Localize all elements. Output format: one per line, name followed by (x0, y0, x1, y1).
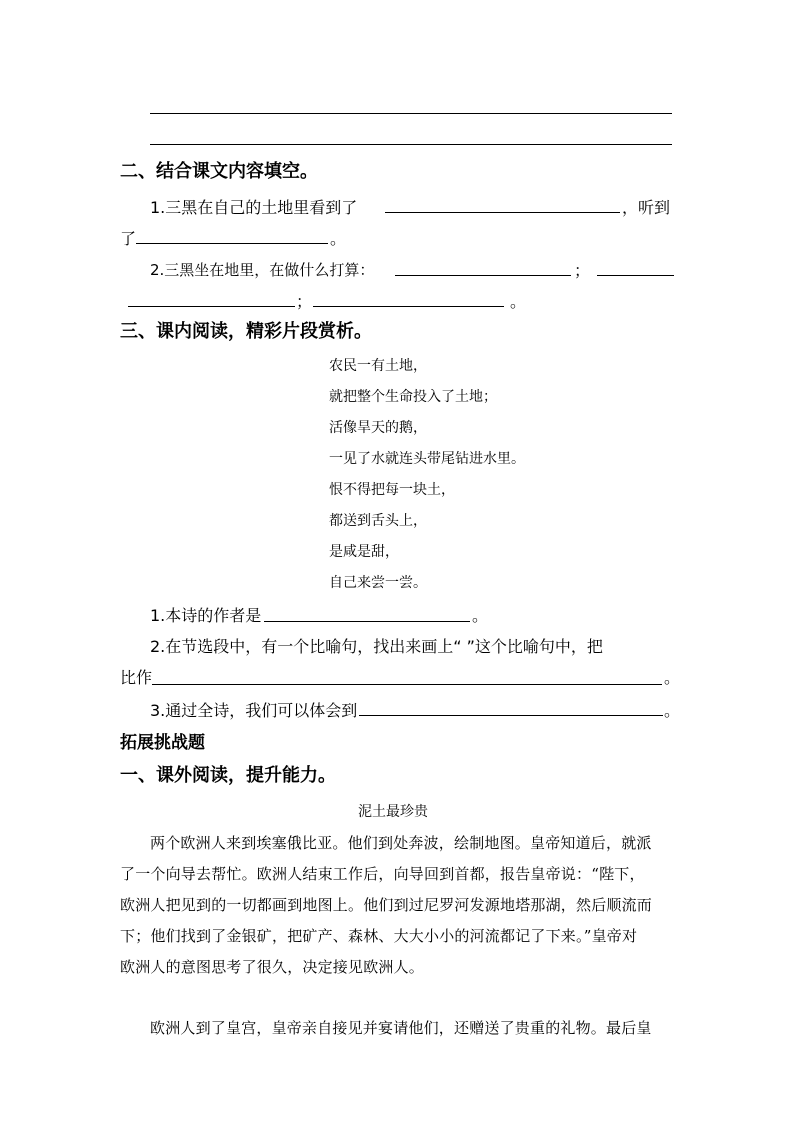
s2-q1-text-c: 了 (120, 229, 137, 248)
s2-q1-text-b: ，听到 (622, 198, 671, 217)
s2-q2-sep-2: ； (296, 292, 313, 311)
poem-line: 恨不得把每一块土， (329, 482, 455, 498)
story-line: 欧洲人到了皇宫，皇帝亲自接见并宴请他们，还赠送了贵重的礼物。最后皇 (150, 1019, 652, 1037)
section2-heading: 二、结合课文内容填空。 (120, 161, 318, 182)
s3-q2-blank[interactable] (152, 684, 662, 685)
poem-line: 自己来尝一尝。 (329, 575, 427, 591)
s2-q2-blank-1[interactable] (395, 275, 571, 276)
s3-q2-end: 。 (664, 668, 681, 687)
s2-q2-blank-3[interactable] (128, 306, 295, 307)
s3-q2-text: 2.在节选段中，有一个比喻句，找出来画上“ ”这个比喻句中，把 (150, 637, 603, 656)
s3-q3-end: 。 (664, 701, 681, 720)
poem-line: 活像旱天的鹅， (329, 420, 427, 436)
s2-q1-blank-2[interactable] (136, 243, 328, 244)
poem-line: 一见了水就连头带尾钻进水里。 (329, 451, 525, 467)
poem-line: 都送到舌头上， (329, 513, 427, 529)
story-line: 下；他们找到了金银矿，把矿产、森林、大大小小的河流都记了下来。”皇帝对 (120, 927, 638, 945)
s2-q1-text: 1.三黑在自己的土地里看到了 (150, 198, 358, 217)
poem-line: 农民一有土地， (329, 358, 427, 374)
section3-heading: 三、课内阅读，精彩片段赏析。 (120, 321, 372, 342)
s3-q3-blank[interactable] (359, 715, 663, 716)
s2-q1-end: 。 (330, 229, 347, 248)
s3-q1-end: 。 (472, 606, 489, 625)
s3-q1-blank[interactable] (264, 621, 470, 622)
story-title: 泥土最珍贵 (358, 804, 428, 820)
story-line: 欧洲人的意图思考了很久，决定接见欧洲人。 (120, 958, 425, 976)
poem-line: 就把整个生命投入了土地； (329, 389, 497, 405)
s2-q2-end: 。 (510, 292, 527, 311)
poem-line: 是咸是甜， (329, 544, 399, 560)
s3-q1-text: 1.本诗的作者是 (150, 606, 262, 625)
story-line: 欧洲人把见到的一切都画到地图上。他们到过尼罗河发源地塔那湖，然后顺流而 (120, 896, 653, 914)
s2-q2-blank-2[interactable] (597, 275, 674, 276)
answer-line-1[interactable] (150, 113, 672, 114)
s3-q3-text: 3.通过全诗，我们可以体会到 (150, 701, 358, 720)
s3-q2-text-b: 比作 (120, 668, 153, 687)
story-line: 两个欧洲人来到埃塞俄比亚。他们到处奔波，绘制地图。皇帝知道后，就派 (150, 834, 652, 852)
s2-q2-text: 2.三黑坐在地里，在做什么打算： (150, 261, 375, 279)
story-line: 了一个向导去帮忙。欧洲人结束工作后，向导回到首都，报告皇帝说：“陛下， (120, 865, 645, 883)
s2-q2-blank-4[interactable] (313, 306, 504, 307)
s2-q2-sep-1: ； (574, 261, 591, 280)
challenge-heading: 一、课外阅读，提升能力。 (120, 765, 336, 786)
s2-q1-blank-1[interactable] (385, 212, 620, 213)
answer-line-2[interactable] (150, 144, 672, 145)
challenge-title: 拓展挑战题 (120, 733, 205, 753)
